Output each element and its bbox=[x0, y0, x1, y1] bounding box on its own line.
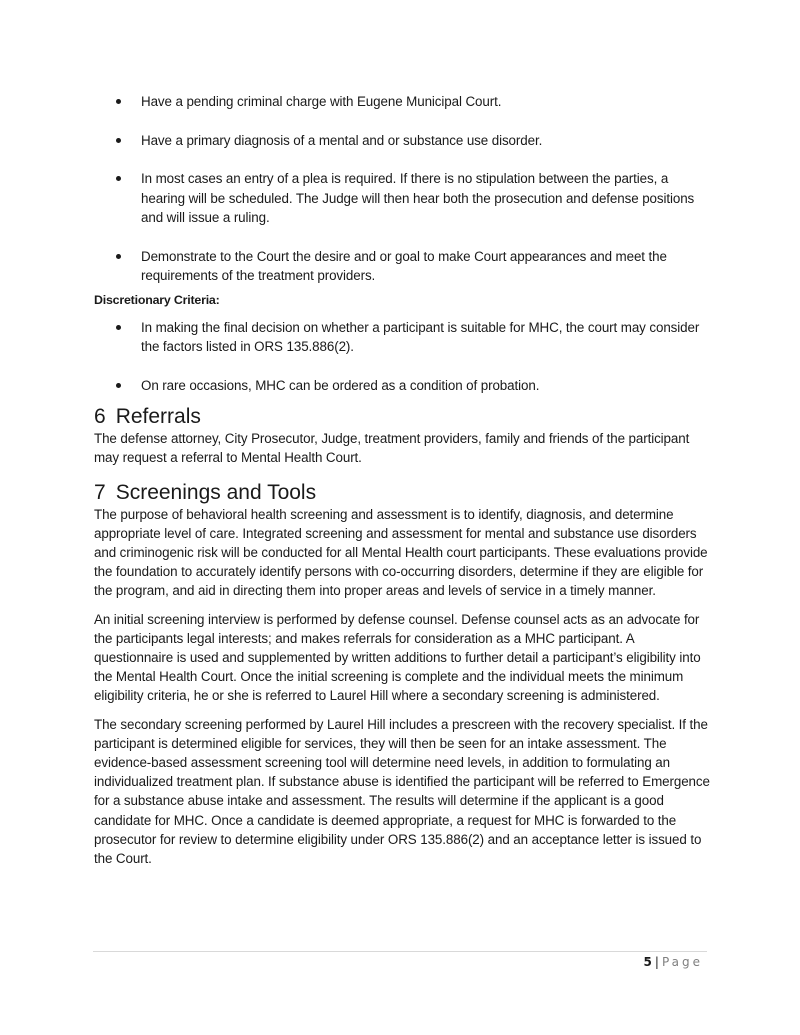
list-item-text: Demonstrate to the Court the desire and or goal to make Court appearances and meet the requirements of the treatment providers. bbox=[141, 248, 667, 283]
bullet-icon bbox=[116, 325, 121, 330]
list-item-text: Have a primary diagnosis of a mental and or substance use disorder. bbox=[141, 132, 543, 148]
section-7-heading bbox=[94, 481, 710, 505]
eligibility-criteria-list bbox=[94, 92, 710, 285]
bullet-icon bbox=[116, 99, 121, 104]
section-title: Referrals bbox=[115, 405, 201, 429]
list-item bbox=[94, 318, 710, 356]
page-number: 5 bbox=[643, 955, 652, 969]
list-item-text: Have a pending criminal charge with Eugene Municipal Court. bbox=[141, 94, 502, 109]
footer-divider bbox=[93, 951, 707, 952]
discretionary-criteria-list bbox=[94, 318, 710, 395]
page-footer bbox=[644, 955, 703, 969]
section-7-paragraph: An initial screening interview is performed by defense counsel. Defense counsel acts as an advocate for the participants legal interests; and makes referrals for consideration as a MHC participant. A questionnaire is used and supplemented by written additions to further detail a participant’s eligibility into the Mental Health Court. Once the initial screening is complete and the individual meets the minimum eligibility criteria, he or she is referred to Laurel Hill where a secondary screening is administered. bbox=[94, 611, 701, 704]
page-content bbox=[94, 92, 710, 868]
list-item-text: On rare occasions, MHC can be ordered as a condition of probation. bbox=[141, 378, 540, 394]
section-7-paragraph: The secondary screening performed by Laurel Hill includes a prescreen with the recovery specialist. If the participant is determined eligible for services, they will then be seen for an intake assessment. The evidence-based assessment screening tool will determine need levels, in addition to formulating an individualized treatment plan. If substance abuse is identified the participant will be referred to Emergence for a substance abuse intake and assessment. The results will determine if the applicant is a good candidate for MHC. Once a candidate is deemed appropriate, a request for MHC is forwarded to the prosecutor for review to determine eligibility under ORS 135.886(2) and an acceptance letter is issued to the Court. bbox=[94, 716, 710, 867]
bullet-icon bbox=[116, 383, 121, 388]
list-item-text: In making the final decision on whether a participant is suitable for MHC, the court may consider the factors listed in ORS 135.886(2). bbox=[141, 320, 700, 355]
section-number: 6 bbox=[94, 405, 106, 429]
list-item bbox=[94, 169, 710, 227]
bullet-icon bbox=[116, 176, 121, 181]
section-7-paragraph: The purpose of behavioral health screening and assessment is to identify, diagnosis, and determine appropriate level of care. Integrated screening and assessment for mental and substance use disorders and criminogenic risk will be conducted for all Mental Health court participants. These evaluations provide the foundation to accurately identify persons with co-occurring disorders, determine if they are eligible for the program, and aid in directing them into proper areas and levels of service in a timely manner. bbox=[94, 506, 708, 599]
footer-separator: | bbox=[654, 955, 659, 969]
page-label: Page bbox=[661, 955, 703, 969]
section-6-paragraph: The defense attorney, City Prosecutor, Judge, treatment providers, family and friends of the participant may request a referral to Mental Health Court. bbox=[94, 431, 690, 466]
list-item bbox=[94, 131, 710, 150]
list-item-text: In most cases an entry of a plea is required. If there is no stipulation between the parties, a hearing will be scheduled. The Judge will then hear both the prosecution and defense positions and will issue a ruling. bbox=[141, 171, 695, 225]
list-item bbox=[94, 376, 710, 395]
bullet-icon bbox=[116, 254, 121, 259]
list-item bbox=[94, 247, 710, 285]
section-6-heading bbox=[94, 405, 710, 429]
section-number: 7 bbox=[94, 480, 106, 504]
list-item bbox=[94, 92, 710, 111]
section-title: Screenings and Tools bbox=[115, 480, 317, 504]
bullet-icon bbox=[116, 138, 121, 143]
discretionary-criteria-heading: Discretionary Criteria: bbox=[94, 292, 220, 307]
